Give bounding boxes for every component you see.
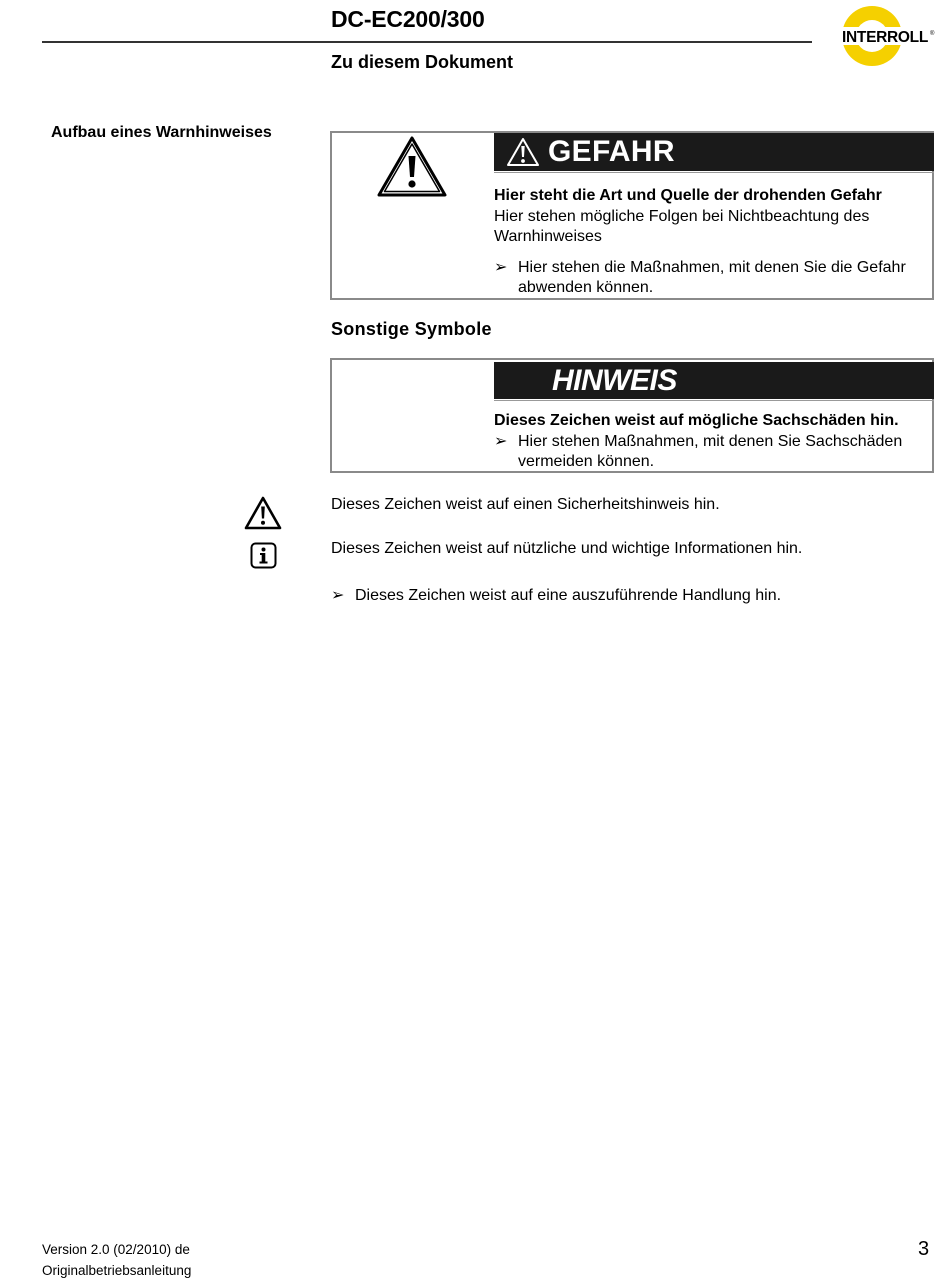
arrow-bullet-icon: ➢: [331, 587, 345, 604]
info-icon: [250, 542, 277, 569]
danger-title: Hier steht die Art und Quelle der drohenden Gefahr: [494, 187, 882, 204]
notice-text: [494, 411, 930, 473]
arrow-bullet-icon: ➢: [494, 258, 508, 276]
danger-consequence: Hier stehen mögliche Folgen bei Nichtbeachtung des Warnhinweises: [494, 207, 870, 245]
page-number: 3: [918, 1238, 930, 1260]
danger-signal-bar: [494, 133, 934, 171]
warning-structure-label: Aufbau eines Warnhinweises: [51, 124, 272, 141]
svg-text:®: ®: [930, 31, 935, 37]
signal-warning-icon: [506, 137, 540, 167]
notice-bar-rule: [494, 400, 934, 401]
notice-signal-bar: [494, 362, 934, 399]
notice-measure: Hier stehen Maßnahmen, mit denen Sie Sachschäden vermeiden können.: [518, 432, 903, 470]
notice-measure-item: [494, 432, 930, 473]
info-symbol-text: Dieses Zeichen weist auf nützliche und wichtige Informationen hin.: [331, 540, 803, 557]
danger-measure-item: [494, 258, 930, 299]
safety-symbol-text: Dieses Zeichen weist auf einen Sicherheitshinweis hin.: [331, 496, 720, 513]
danger-warning-icon: [376, 134, 448, 198]
footer-doc-type: Originalbetriebsanleitung: [42, 1263, 192, 1278]
notice-signal-word: HINWEIS: [552, 363, 677, 397]
header-divider: [42, 41, 812, 43]
danger-signal-word: GEFAHR: [548, 135, 675, 168]
notice-title: Dieses Zeichen weist auf mögliche Sachschäden hin.: [494, 412, 899, 429]
footer-info: [42, 1239, 191, 1281]
danger-notice-text: [494, 186, 930, 299]
danger-measure: Hier stehen die Maßnahmen, mit denen Sie die Gefahr abwenden können.: [518, 258, 906, 296]
action-symbol-item: [331, 586, 781, 607]
arrow-bullet-icon: ➢: [494, 432, 508, 450]
other-symbols-heading: Sonstige Symbole: [331, 319, 492, 339]
interroll-logo: [840, 4, 935, 68]
action-symbol-text: Dieses Zeichen weist auf eine auszuführende Handlung hin.: [355, 587, 782, 604]
safety-warning-icon: [244, 496, 282, 530]
document-title: DC-EC200/300: [331, 6, 485, 32]
danger-bar-rule: [494, 172, 934, 173]
section-title: Zu diesem Dokument: [331, 52, 514, 72]
footer-version: Version 2.0 (02/2010) de: [42, 1242, 190, 1257]
svg-text:INTERROLL: INTERROLL: [842, 29, 928, 46]
